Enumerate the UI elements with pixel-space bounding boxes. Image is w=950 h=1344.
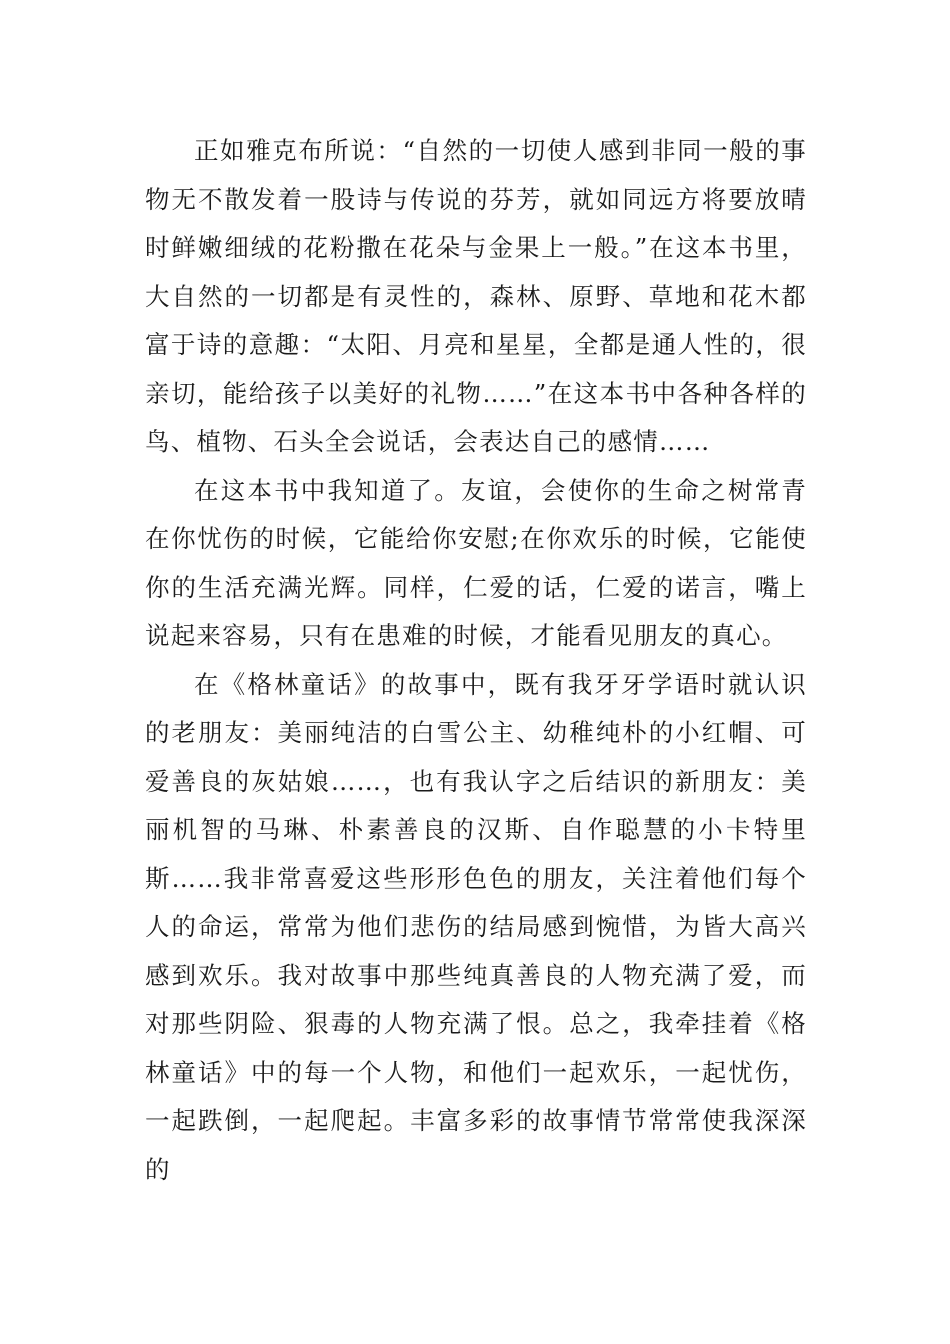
paragraph-grimm-tales: 在《格林童话》的故事中，既有我牙牙学语时就认识的老朋友：美丽纯洁的白雪公主、幼稚纯朴的小红帽、可爱善良的灰姑娘……，也有我认字之后结识的新朋友：美丽机智的马琳、朴素善良的汉斯、自作聪慧的小卡特里斯……我非常喜爱这些形形色色的朋友，关注着他们每个人的命运，常常为他们悲伤的结局感到惋惜，为皆大高兴感到欢乐。我对故事中那些纯真善良的人物充满了爱，而对那些阴险、狠毒的人物充满了恨。总之，我牵挂着《格林童话》中的每一个人物，和他们一起欢乐，一起忧伤，一起跌倒，一起爬起。丰富多彩的故事情节常常使我深深的 [145,669,807,1184]
paragraph-friendship: 在这本书中我知道了。友谊，会使你的生命之树常青在你忧伤的时候，它能给你安慰;在你欢乐的时候，它能使你的生活充满光辉。同样，仁爱的话，仁爱的诺言，嘴上说起来容易，只有在患难的时候，才能看见朋友的真心。 [145,475,807,650]
paragraph-nature: 正如雅克布所说：“自然的一切使人感到非同一般的事物无不散发着一股诗与传说的芬芳，就如同远方将要放晴时鲜嫩细绒的花粉撒在花朵与金果上一般。”在这本书里，大自然的一切都是有灵性的，森林、原野、草地和花木都富于诗的意趣：“太阳、月亮和星星，全都是通人性的，很亲切，能给孩子以美好的礼物……”在这本书中各种各样的鸟、植物、石头全会说话，会表达自己的感情…… [145,136,807,456]
document-page [145,127,807,1194]
